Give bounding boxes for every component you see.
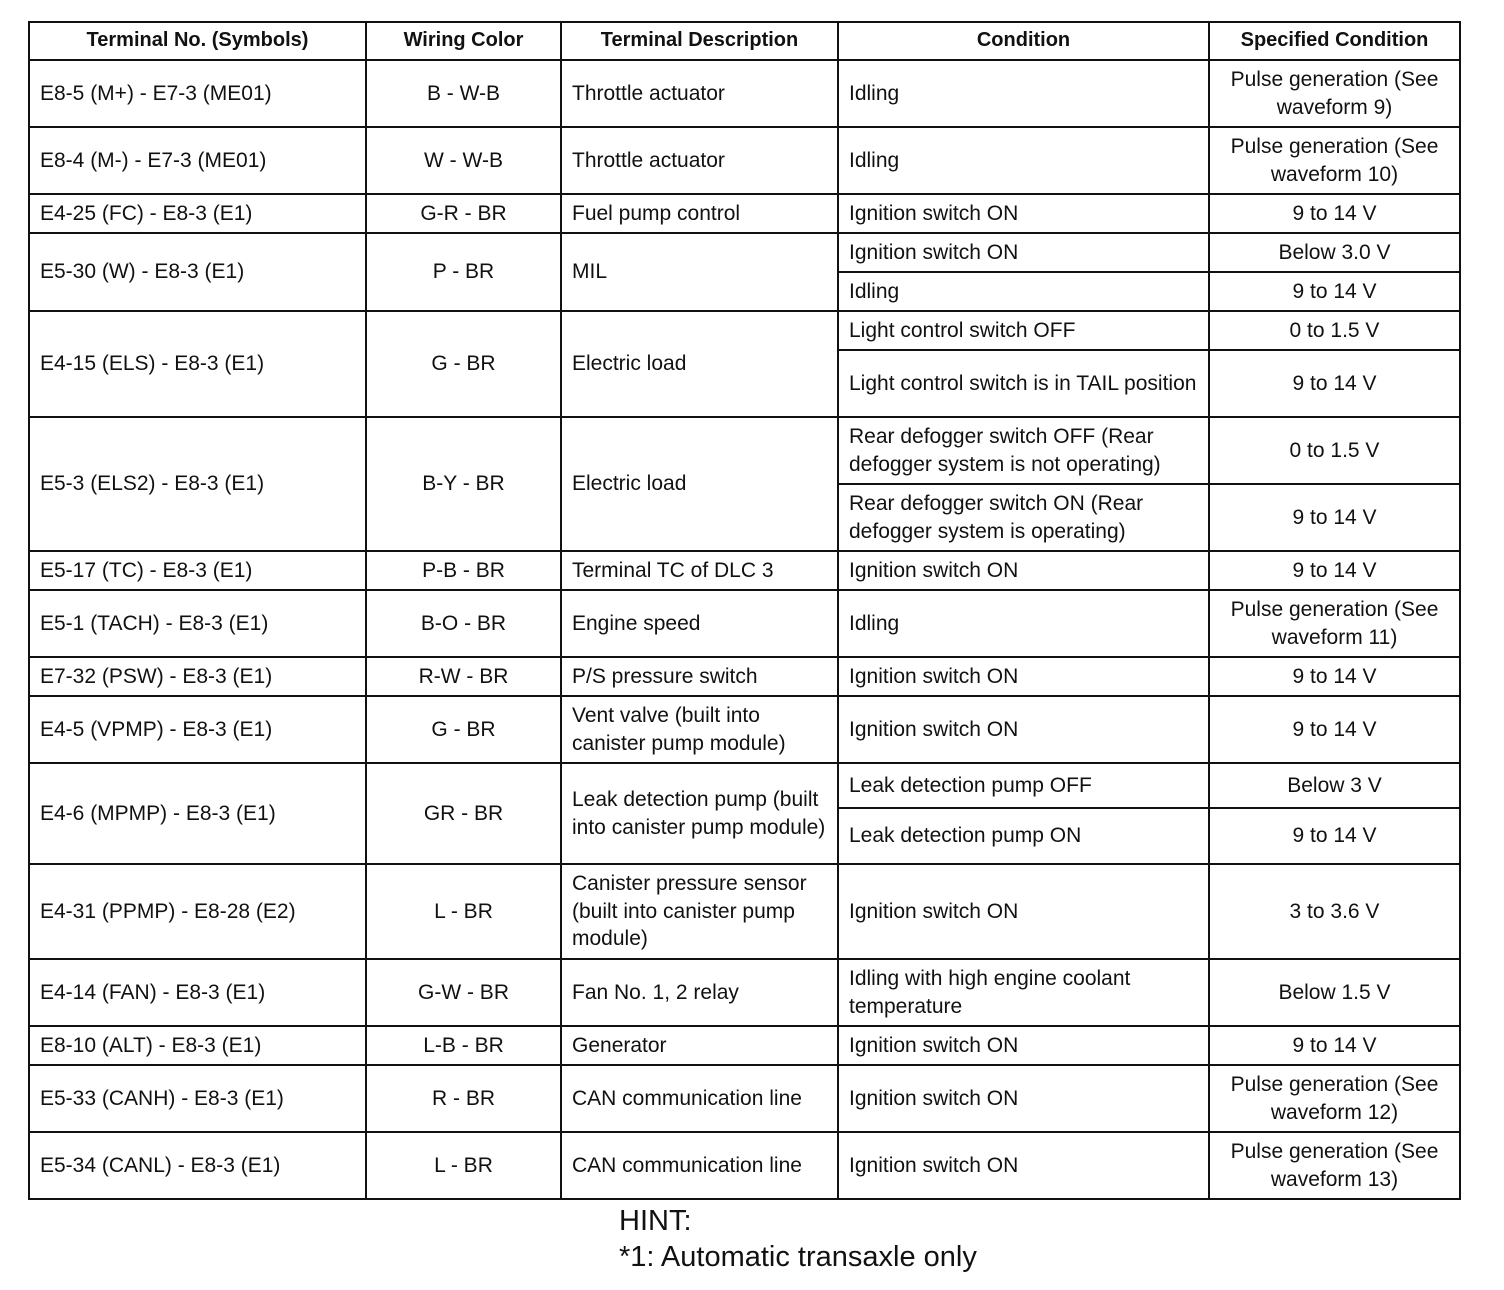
wiring-color-cell: B-O - BR bbox=[366, 590, 561, 657]
condition-cell: Ignition switch ON bbox=[838, 1065, 1209, 1132]
specified-condition-cell: 0 to 1.5 V bbox=[1209, 311, 1460, 350]
condition-cell: Idling with high engine coolant temperature bbox=[838, 959, 1209, 1026]
terminal-cell: E4-14 (FAN) - E8-3 (E1) bbox=[29, 959, 366, 1026]
table-row bbox=[29, 60, 1460, 127]
terminal-cell: E5-3 (ELS2) - E8-3 (E1) bbox=[29, 417, 366, 551]
terminal-cell: E4-5 (VPMP) - E8-3 (E1) bbox=[29, 696, 366, 763]
condition-cell: Rear defogger switch OFF (Rear defogger system is not operating) bbox=[838, 417, 1209, 484]
condition-cell: Idling bbox=[838, 127, 1209, 194]
description-cell: Vent valve (built into canister pump module) bbox=[561, 696, 838, 763]
specified-condition-cell: 9 to 14 V bbox=[1209, 194, 1460, 233]
specified-condition-cell: 9 to 14 V bbox=[1209, 657, 1460, 696]
terminal-spec-table bbox=[28, 21, 1461, 1200]
hint-title: HINT: bbox=[619, 1205, 692, 1237]
wiring-color-cell: L - BR bbox=[366, 864, 561, 959]
description-cell: Canister pressure sensor (built into canister pump module) bbox=[561, 864, 838, 959]
table-row bbox=[29, 194, 1460, 233]
description-cell: P/S pressure switch bbox=[561, 657, 838, 696]
table-row bbox=[29, 864, 1460, 959]
description-cell: Generator bbox=[561, 1026, 838, 1065]
description-cell: Fan No. 1, 2 relay bbox=[561, 959, 838, 1026]
terminal-cell: E4-31 (PPMP) - E8-28 (E2) bbox=[29, 864, 366, 959]
specified-condition-cell: 3 to 3.6 V bbox=[1209, 864, 1460, 959]
header-terminal-description: Terminal Description bbox=[561, 22, 838, 60]
table-row bbox=[29, 311, 1460, 350]
table-row bbox=[29, 763, 1460, 808]
hint-text: *1: Automatic transaxle only bbox=[619, 1241, 977, 1273]
specified-condition-cell: Pulse generation (See waveform 11) bbox=[1209, 590, 1460, 657]
wiring-color-cell: G - BR bbox=[366, 311, 561, 417]
terminal-cell: E4-6 (MPMP) - E8-3 (E1) bbox=[29, 763, 366, 864]
description-cell: Leak detection pump (built into canister pump module) bbox=[561, 763, 838, 864]
header-wiring-color: Wiring Color bbox=[366, 22, 561, 60]
terminal-cell: E5-1 (TACH) - E8-3 (E1) bbox=[29, 590, 366, 657]
specified-condition-cell: Below 1.5 V bbox=[1209, 959, 1460, 1026]
specified-condition-cell: Pulse generation (See waveform 10) bbox=[1209, 127, 1460, 194]
terminal-cell: E8-10 (ALT) - E8-3 (E1) bbox=[29, 1026, 366, 1065]
table-row bbox=[29, 233, 1460, 272]
condition-cell: Leak detection pump ON bbox=[838, 808, 1209, 864]
description-cell: Electric load bbox=[561, 417, 838, 551]
specified-condition-cell: Pulse generation (See waveform 9) bbox=[1209, 60, 1460, 127]
specified-condition-cell: 9 to 14 V bbox=[1209, 808, 1460, 864]
condition-cell: Idling bbox=[838, 60, 1209, 127]
condition-cell: Light control switch OFF bbox=[838, 311, 1209, 350]
table-body bbox=[29, 60, 1460, 1199]
specified-condition-cell: 9 to 14 V bbox=[1209, 551, 1460, 590]
specified-condition-cell: Below 3 V bbox=[1209, 763, 1460, 808]
description-cell: Terminal TC of DLC 3 bbox=[561, 551, 838, 590]
specified-condition-cell: 9 to 14 V bbox=[1209, 484, 1460, 551]
terminal-cell: E5-33 (CANH) - E8-3 (E1) bbox=[29, 1065, 366, 1132]
wiring-color-cell: G-R - BR bbox=[366, 194, 561, 233]
terminal-cell: E4-25 (FC) - E8-3 (E1) bbox=[29, 194, 366, 233]
description-cell: Throttle actuator bbox=[561, 60, 838, 127]
condition-cell: Ignition switch ON bbox=[838, 233, 1209, 272]
terminal-cell: E8-4 (M-) - E7-3 (ME01) bbox=[29, 127, 366, 194]
specified-condition-cell: Pulse generation (See waveform 12) bbox=[1209, 1065, 1460, 1132]
wiring-color-cell: B - W-B bbox=[366, 60, 561, 127]
description-cell: CAN communication line bbox=[561, 1065, 838, 1132]
table-row bbox=[29, 1132, 1460, 1199]
condition-cell: Idling bbox=[838, 590, 1209, 657]
wiring-color-cell: G - BR bbox=[366, 696, 561, 763]
wiring-color-cell: GR - BR bbox=[366, 763, 561, 864]
terminal-cell: E5-17 (TC) - E8-3 (E1) bbox=[29, 551, 366, 590]
header-specified-condition: Specified Condition bbox=[1209, 22, 1460, 60]
terminal-cell: E5-34 (CANL) - E8-3 (E1) bbox=[29, 1132, 366, 1199]
table-row bbox=[29, 590, 1460, 657]
table-row bbox=[29, 1026, 1460, 1065]
terminal-cell: E8-5 (M+) - E7-3 (ME01) bbox=[29, 60, 366, 127]
table-row bbox=[29, 417, 1460, 484]
table-row bbox=[29, 696, 1460, 763]
wiring-color-cell: G-W - BR bbox=[366, 959, 561, 1026]
condition-cell: Ignition switch ON bbox=[838, 696, 1209, 763]
header-row bbox=[29, 22, 1460, 60]
wiring-color-cell: P-B - BR bbox=[366, 551, 561, 590]
table-row bbox=[29, 959, 1460, 1026]
condition-cell: Light control switch is in TAIL position bbox=[838, 350, 1209, 417]
table-row bbox=[29, 127, 1460, 194]
specified-condition-cell: 9 to 14 V bbox=[1209, 350, 1460, 417]
specified-condition-cell: 9 to 14 V bbox=[1209, 1026, 1460, 1065]
description-cell: Throttle actuator bbox=[561, 127, 838, 194]
hint-note bbox=[619, 1203, 977, 1275]
header-terminal: Terminal No. (Symbols) bbox=[29, 22, 366, 60]
wiring-color-cell: B-Y - BR bbox=[366, 417, 561, 551]
condition-cell: Idling bbox=[838, 272, 1209, 311]
specified-condition-cell: 9 to 14 V bbox=[1209, 272, 1460, 311]
condition-cell: Ignition switch ON bbox=[838, 1026, 1209, 1065]
condition-cell: Ignition switch ON bbox=[838, 551, 1209, 590]
wiring-color-cell: R-W - BR bbox=[366, 657, 561, 696]
condition-cell: Ignition switch ON bbox=[838, 194, 1209, 233]
specified-condition-cell: Below 3.0 V bbox=[1209, 233, 1460, 272]
wiring-color-cell: R - BR bbox=[366, 1065, 561, 1132]
description-cell: CAN communication line bbox=[561, 1132, 838, 1199]
header-condition: Condition bbox=[838, 22, 1209, 60]
wiring-color-cell: L - BR bbox=[366, 1132, 561, 1199]
description-cell: Electric load bbox=[561, 311, 838, 417]
specified-condition-cell: 0 to 1.5 V bbox=[1209, 417, 1460, 484]
terminal-cell: E4-15 (ELS) - E8-3 (E1) bbox=[29, 311, 366, 417]
description-cell: Fuel pump control bbox=[561, 194, 838, 233]
terminal-cell: E5-30 (W) - E8-3 (E1) bbox=[29, 233, 366, 311]
condition-cell: Rear defogger switch ON (Rear defogger system is operating) bbox=[838, 484, 1209, 551]
specified-condition-cell: Pulse generation (See waveform 13) bbox=[1209, 1132, 1460, 1199]
condition-cell: Ignition switch ON bbox=[838, 1132, 1209, 1199]
specified-condition-cell: 9 to 14 V bbox=[1209, 696, 1460, 763]
table-row bbox=[29, 551, 1460, 590]
description-cell: Engine speed bbox=[561, 590, 838, 657]
description-cell: MIL bbox=[561, 233, 838, 311]
wiring-color-cell: L-B - BR bbox=[366, 1026, 561, 1065]
table-row bbox=[29, 657, 1460, 696]
wiring-color-cell: P - BR bbox=[366, 233, 561, 311]
wiring-color-cell: W - W-B bbox=[366, 127, 561, 194]
condition-cell: Ignition switch ON bbox=[838, 657, 1209, 696]
condition-cell: Leak detection pump OFF bbox=[838, 763, 1209, 808]
condition-cell: Ignition switch ON bbox=[838, 864, 1209, 959]
terminal-cell: E7-32 (PSW) - E8-3 (E1) bbox=[29, 657, 366, 696]
table-row bbox=[29, 1065, 1460, 1132]
